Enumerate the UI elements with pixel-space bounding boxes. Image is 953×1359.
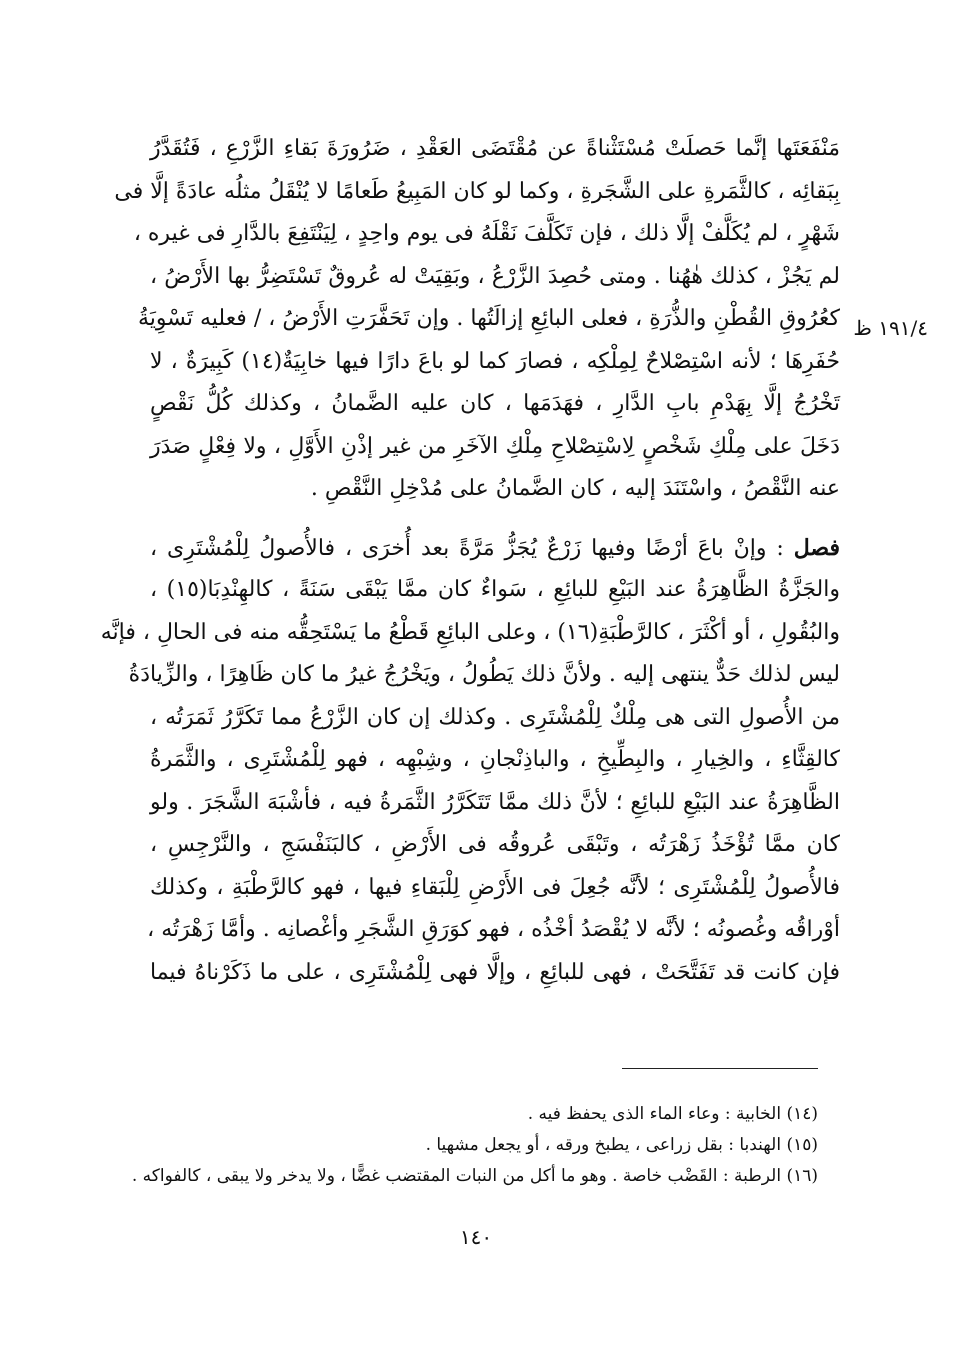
- section-first-line: : وإنْ باعَ أرْضًا وفيها زَرْعٌ يُجَزُّ مَرَّةً بعد أُخرَى ، فالأُصولُ لِلْمُشْتَرِى ،: [150, 535, 794, 561]
- text-line: حُفَرِهَا ؛ لأنه اسْتِصْلاحٌ لِمِلْكِه ، فصارَ كما لو باعَ دارًا فيها خابِيَةٌ(١٤) كَبِيرَةٌ ، لا: [150, 348, 840, 374]
- footnotes: [131, 1099, 818, 1192]
- text-line: فالأُصولُ لِلْمُشْتَرِى ؛ لأنَّه جُعِلَ فى الأَرْضِ لِلْبَقاءِ فيها ، فهو كالرَّطْبَةِ ، وكذلك: [150, 874, 840, 900]
- text-line: كعُرُوقِ القُطْنِ والذُّرَةِ ، فعلى البائِعِ إزالَتُها . وإن تَحَفَّرَتِ الأَرْضُ ، / فعليه تَسْوِيَةُ: [137, 306, 840, 331]
- section-label: فصل: [793, 534, 840, 561]
- text-line: أوْراقُه وغُصونُه ؛ لأنَّه لا يُقْصَدُ أخْذُه ، فهو كوَرَقِ الشَّجَرِ وأغْصانِه . وأمَّا زَهْرَتُه ،: [147, 917, 840, 942]
- text-line-fasl: [150, 527, 840, 570]
- footnote: (١٥) الهندبا : بقل زراعى ، يطبخ ورقه ، أو يجعل مشهيا .: [425, 1135, 818, 1155]
- text-line: ليس لذلك حَدٌّ ينتهى إليه . ولأنَّ ذلك يَطُولُ ، ويَخْرُجُ غيرُ ما كان ظَاهِرًا ، والزِّيادَةُ: [128, 662, 840, 687]
- paragraph-2: [100, 527, 840, 995]
- footnote-divider: [622, 1068, 818, 1069]
- main-text: [100, 128, 840, 994]
- text-line: دَخَلَ على مِلْكِ شَخْصٍ لِاسْتِصْلاحِ مِلْكِ الآخَرِ من غير إذْنِ الأَوَّلِ ، ولا فِعْلٍ صَدَرَ: [150, 433, 840, 459]
- text-line: من الأُصولِ التى هى مِلْكٌ لِلْمُشْتَرِى . وكذلك إن كان الزَّرْعُ مما تَكَرَّرُ ثَمَرَتُه ،: [150, 704, 840, 730]
- text-line: تَخْرُجُ إلَّا بِهَدْمِ بابِ الدَّارِ ، فهَدَمَها ، كان عليه الضَّمانُ ، وكذلك كُلُّ نَقْصٍ: [150, 391, 840, 416]
- page-number: ١٤٠: [459, 1225, 493, 1249]
- text-line: كان ممَّا تُؤْخَذُ زَهْرَتُه ، وتَبْقَى عُروقُه فى الأَرْضِ ، كالبَنَفْسَجِ ، والنَّرْجِسِ ،: [150, 832, 840, 857]
- paragraph-gap: [150, 511, 840, 527]
- footnote: (١٤) الخابية : وعاء الماء الذى يحفظ فيه .: [527, 1104, 818, 1124]
- text-line: عنه النَّقْصُ ، واسْتَنَدَ إليه ، كان الضَّمانُ على مُدْخِلِ النَّقْصِ .: [310, 476, 840, 501]
- text-line: كالقِثَّاءِ ، والخِيارِ ، والبِطِّيخِ ، والباذِنْجانِ ، وشِبْهِه ، فهو لِلْمُشْتَرِى ، والثَّمَرةُ: [150, 747, 840, 772]
- footnote: (١٦) الرطبة : القَضْب خاصة . وهو ما أكل من النبات المقتضب غضًّا ، ولا يدخر ولا يبقى ، كالفواكه .: [131, 1166, 818, 1186]
- paragraph-1: [114, 128, 840, 511]
- text-line: لم يَجُزْ ، كذلك هٰهُنا . ومتى حُصِدَ الزَّرْعُ ، وبَقِيَتْ له عُروقٌ تَسْتَضِرُّ بها الأَرْضُ ،: [150, 263, 840, 289]
- text-line: بِبَقائِه ، كالثَّمَرةِ على الشَّجَرةِ ، وكما لو كان المَبِيعُ طَعامًا لا يُنْقَلُ مثلُه عادَةً إلَّا فى: [114, 178, 840, 204]
- text-line: فإن كانت قد تَفَتَّحَتْ ، فهى للبائِعِ ، وإلَّا فهى لِلْمُشْتَرِى ، على ما ذَكَرْناهُ فيما: [150, 959, 840, 985]
- text-line: والجَزَّةُ الظَّاهِرَةُ عند البَيْعِ للبائِعِ ، سَواءٌ كان ممَّا يَبْقَى سَنَةً ، كالهِنْدِبَا(١٥) ،: [150, 577, 840, 602]
- text-line: الظَّاهِرَةُ عند البَيْعِ للبائِعِ ؛ لأنَّ ذلك ممَّا تَتَكَرَّرُ الثَّمَرةُ فيه ، فأشْبَهَ الشَّجَرَ . ولو: [150, 789, 840, 815]
- margin-reference-note: ١٩١/٤ ظ: [853, 316, 928, 340]
- text-line: شَهْرٍ ، لم يُكَلَّفْ إلَّا ذلك ، فإن تَكَلَّفَ نَقْلَهُ فى يوم واحِدٍ ، لِيَنْتَفِعَ بالدَّارِ فى غيره ،: [133, 221, 840, 246]
- text-line: مَنْفَعَتَها إنَّما حَصلَتْ مُسْتَثْناةً عن مُقْتَضَى العَقْدِ ، ضَرُورَةَ بَقاءِ الزَّرْعِ ، فَتُقَدَّرُ: [150, 136, 840, 161]
- text-line: والبُقُولِ ، أو أكْثَرَ ، كالرَّطْبَةِ(١٦) ، وعلى البائِعِ قَطْعُ ما يَسْتَحِقُّه منه فى الحالِ ، فإنَّه: [100, 619, 840, 645]
